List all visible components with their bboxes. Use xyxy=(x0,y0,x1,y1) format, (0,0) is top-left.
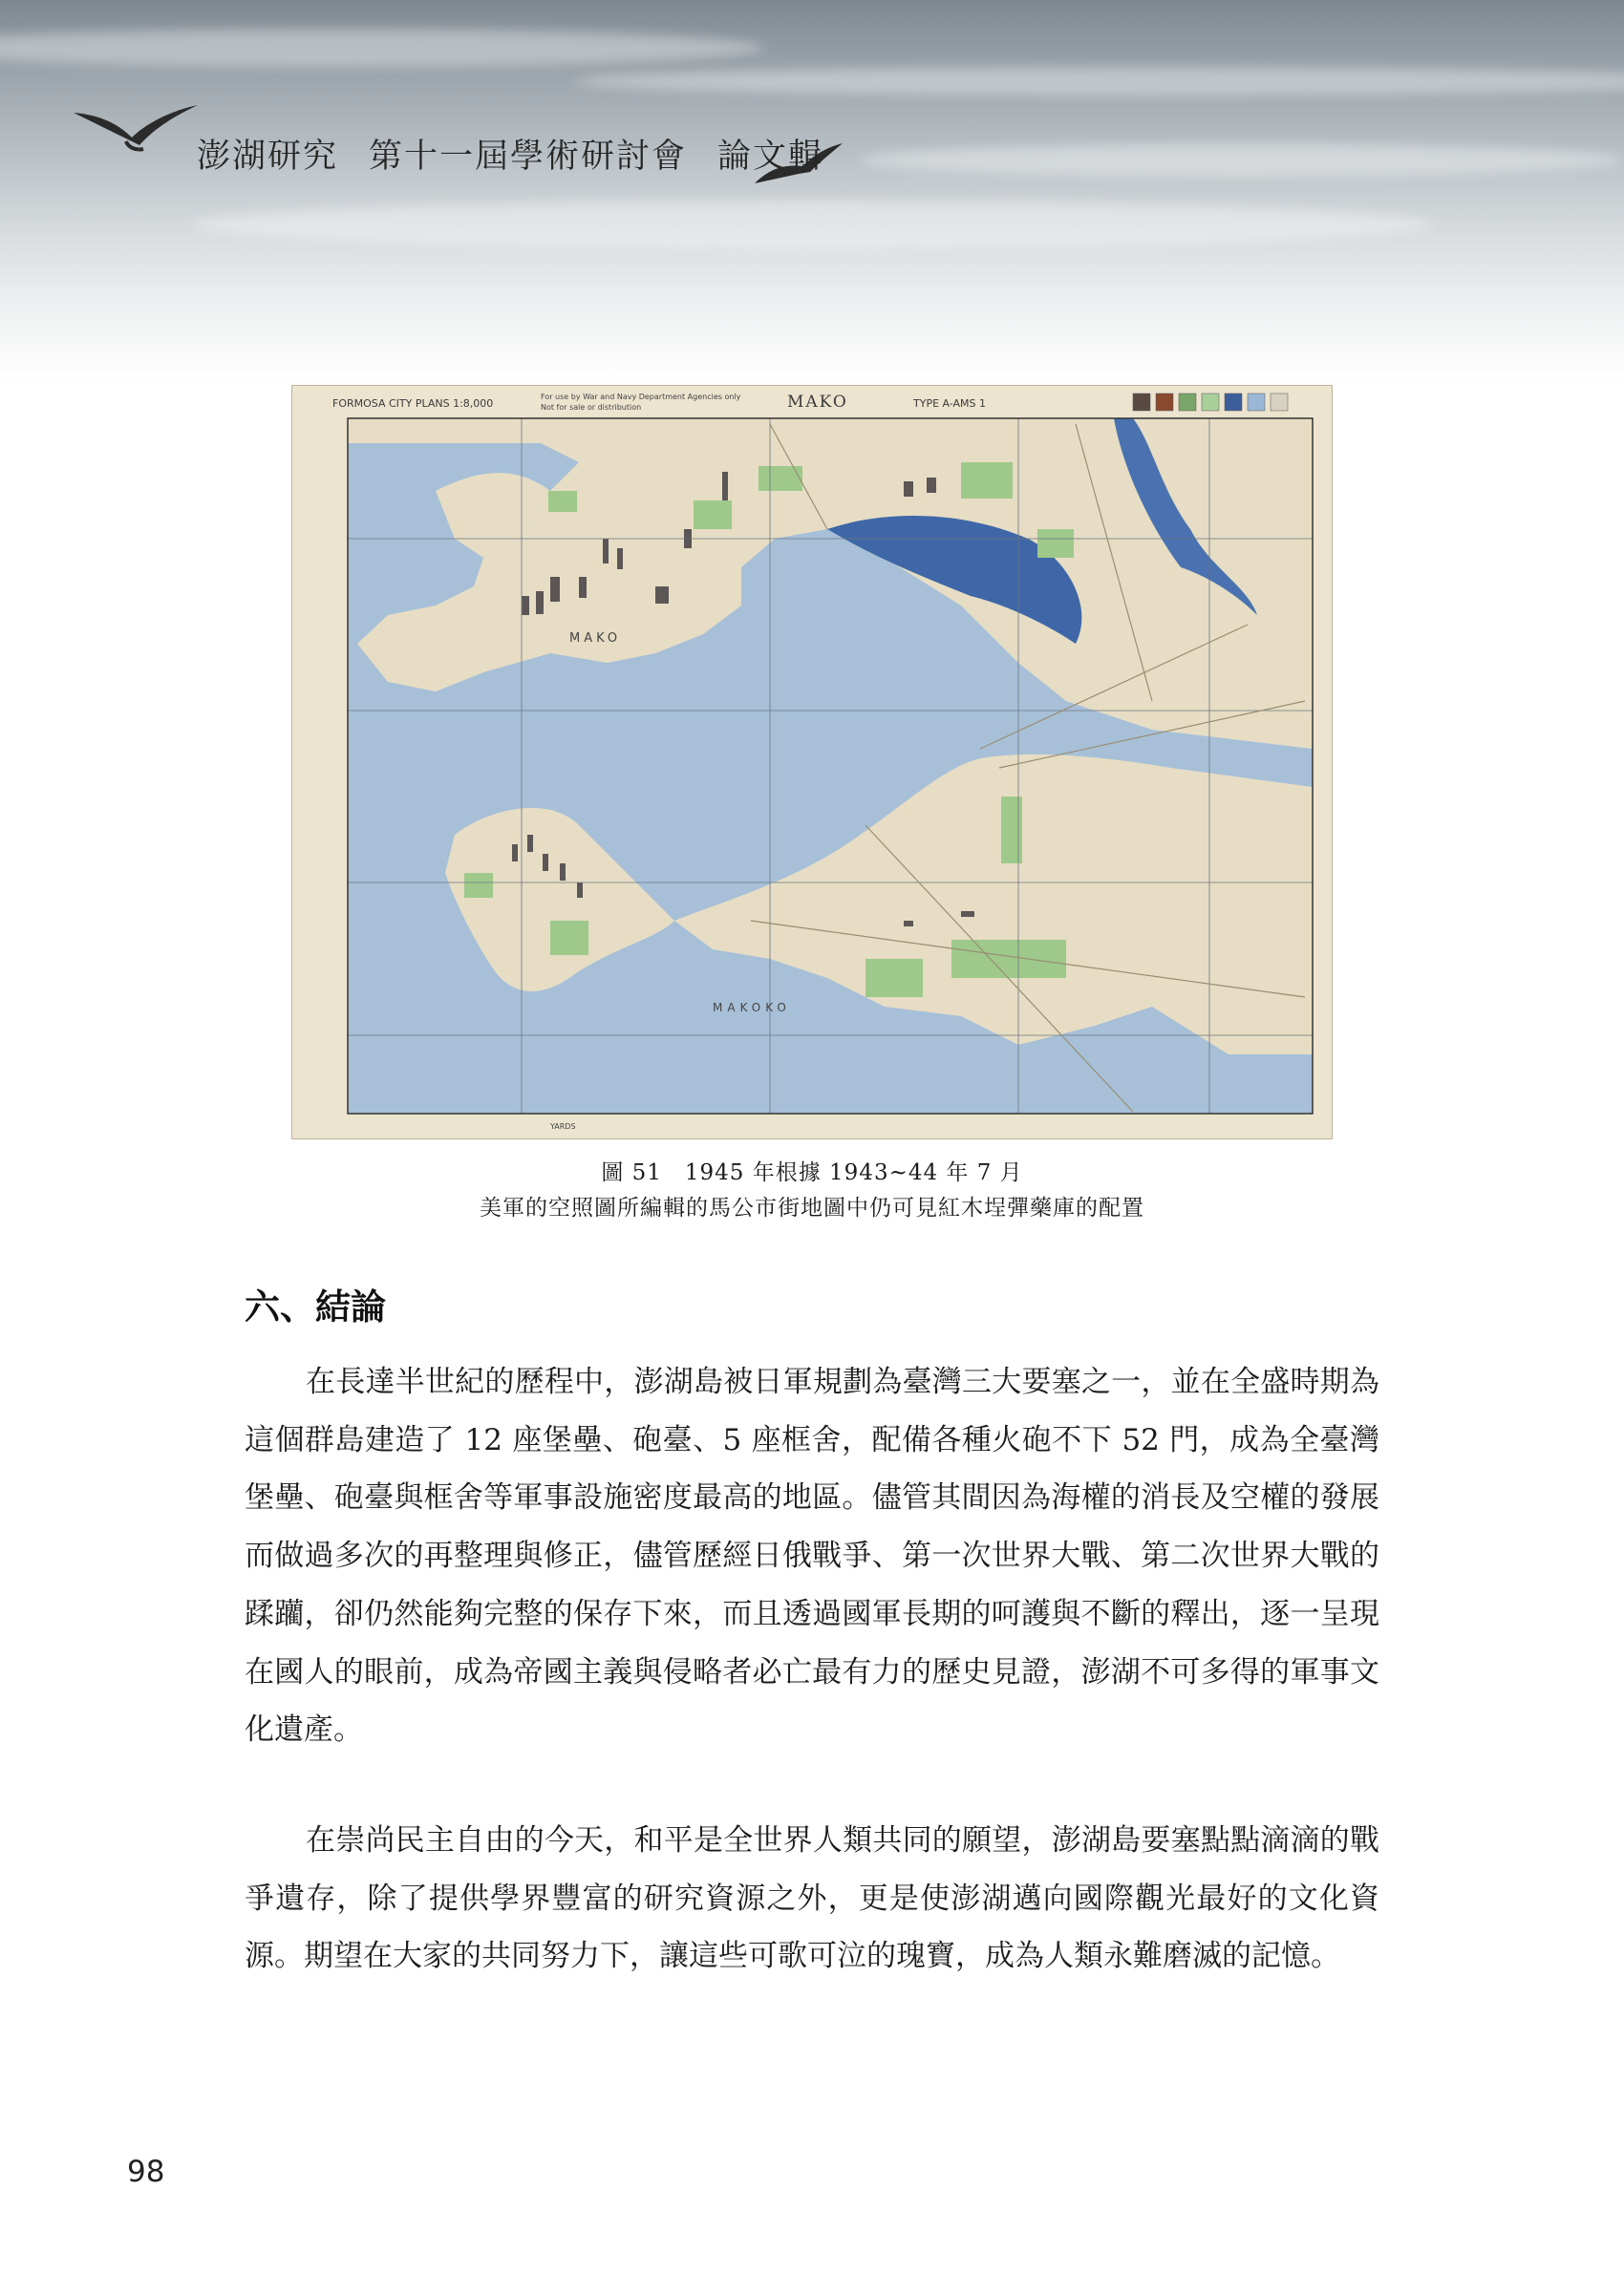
legend-swatch xyxy=(1133,393,1150,411)
legend-swatch xyxy=(1179,393,1196,411)
volume-name: 論文輯 xyxy=(717,138,824,176)
map-scale-label: YARDS xyxy=(550,1122,576,1131)
legend-swatch xyxy=(1202,393,1219,411)
conference-name: 第十一屆學術研討會 xyxy=(369,138,688,176)
map-type: TYPE A-AMS 1 xyxy=(913,397,987,410)
header-banner xyxy=(0,0,1624,382)
legend-swatch xyxy=(1271,393,1288,411)
legend-swatch xyxy=(1248,393,1265,411)
seagull-icon xyxy=(69,99,203,157)
legend-swatch xyxy=(1156,393,1173,411)
figure-caption-line1: 圖 51 1945 年根據 1943~44 年 7 月 xyxy=(601,1160,1023,1185)
section-heading: 六、結論 xyxy=(245,1286,386,1328)
map-note-line2: Not for sale or distribution xyxy=(541,403,642,412)
body-paragraph: 在長達半世紀的歷程中，澎湖島被日軍規劃為臺灣三大要塞之一，並在全盛時期為這個群島建造了 12 座堡壘、砲臺、5 座框舍，配備各種火砲不下 52 門，成為全臺灣堡壘、砲臺與框舍等軍事設施密度最高的地區。儘管其間因為海權的消長及空權的發展而做過多次的再整理與修正，儘管歷經日俄戰爭、第一次世界大戰、第二次世界大戰的蹂躪，卻仍然能夠完整的保存下來，而且透過國軍長期的呵護與不斷的釋出，逐一呈現在國人的眼前，成為帝國主義與侵略者必亡最有力的歷史見證，澎湖不可多得的軍事文化遺產。 xyxy=(245,1365,1379,1748)
figure-caption-line2: 美軍的空照圖所編輯的馬公市街地圖中仍可見紅木埕彈藥庫的配置 xyxy=(480,1196,1144,1221)
mako-map-image xyxy=(292,386,1332,1138)
map-legend xyxy=(1133,393,1288,411)
page-number: 98 xyxy=(127,2155,165,2189)
running-header xyxy=(197,130,854,178)
map-series-label: FORMOSA CITY PLANS 1:8,000 xyxy=(332,397,494,410)
legend-swatch xyxy=(1225,393,1242,411)
map-title: MAKO xyxy=(787,393,848,412)
map-bay-label: MAKOKO xyxy=(713,1001,791,1014)
map-city-label: MAKO xyxy=(569,631,622,646)
journal-name: 澎湖研究 xyxy=(197,138,339,176)
figure-map xyxy=(291,385,1333,1139)
body-paragraph: 在崇尚民主自由的今天，和平是全世界人類共同的願望，澎湖島要塞點點滴滴的戰爭遺存，除了提供學界豐富的研究資源之外，更是使澎湖邁向國際觀光最好的文化資源。期望在大家的共同努力下，讓這些可歌可泣的瑰寶，成為人類永難磨滅的記憶。 xyxy=(245,1823,1379,1974)
map-note-line1: For use by War and Navy Department Agencies only xyxy=(541,393,741,401)
